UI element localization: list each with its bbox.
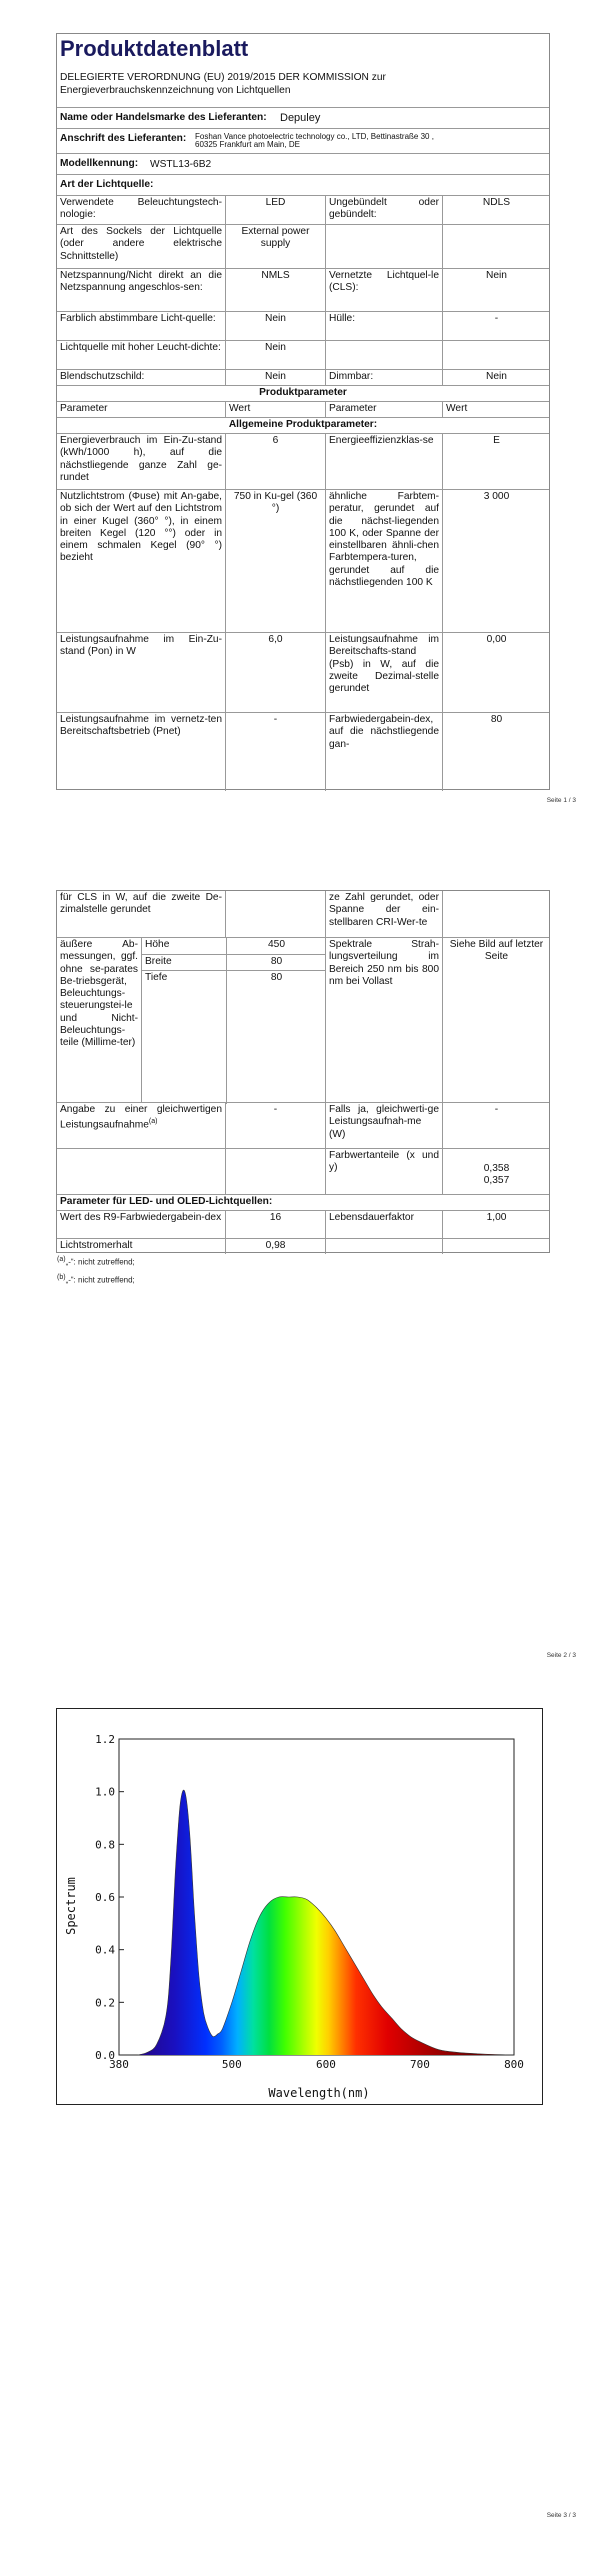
light-type-label-1: Lichtquelle mit hoher Leucht-dichte: (60, 342, 221, 353)
empty-cell (225, 1149, 325, 1194)
supplier-address-label: Anschrift des Lieferanten: (60, 133, 187, 144)
light-type-value-2: NDLS (442, 196, 550, 224)
general-param-label-1: Nutzlichtstrom (Φuse) mit An-gabe, ob sich der Wert auf den Lichtstrom in einer Kugel (360° °), in einem breiten Kegel (120 °°) oder in einem schmalen Kegel (90° °) bezieht (60, 491, 222, 564)
supplier-name-label: Name oder Handelsmarke des Lieferanten: (60, 112, 267, 123)
product-params-header: Produktparameter (259, 387, 347, 398)
light-type-header: Art der Lichtquelle: (60, 179, 154, 190)
dimensions-row (57, 937, 549, 1102)
led-param-label-1: Wert des R9-Farbwiedergabein-dex (60, 1212, 222, 1223)
col-header-value: Wert (225, 402, 325, 417)
light-type-value-1: External power supply (225, 225, 325, 268)
general-param-label-2: ähnliche Farbtem-peratur, gerundet auf die nächst-liegenden 100 K, oder Spanne der einstellbaren ähnli-chen Farbtempera-turen, gerundet auf die nächstliegenden 100 K (325, 490, 442, 632)
y-axis-label: Spectrum (64, 1877, 78, 1935)
general-param-value-1: 6 (225, 434, 325, 489)
light-type-label-2: Vernetzte Lichtquel-le (CLS): (325, 269, 442, 311)
light-type-label-1: Verwendete Beleuchtungstech-nologie: (60, 197, 222, 221)
general-param-value-1: 6,0 (225, 633, 325, 712)
supplier-address-line-1: Foshan Vance photoelectric technology co., LTD, Bettinastraße 30 , (195, 132, 434, 141)
general-param-value-2: E (442, 434, 550, 489)
empty-cell (57, 1149, 225, 1194)
col-header-parameter: Parameter (325, 402, 442, 417)
led-param-value-1: 0,98 (225, 1239, 325, 1254)
footnote-b (57, 1274, 135, 1285)
light-type-label-1: Farblich abstimmbare Licht-quelle: (60, 313, 216, 324)
dimension-name: Breite (145, 956, 172, 967)
x-tick-label: 700 (410, 2058, 430, 2071)
led-param-value-2 (442, 1239, 550, 1254)
led-param-label-1: Lichtstromerhalt (60, 1240, 133, 1251)
y-tick-label: 0.0 (95, 2049, 115, 2062)
spectrum-chart (57, 1709, 542, 2104)
general-param-label-2: Farbwiedergabein-dex, auf die nächstliegende gan- (325, 713, 442, 791)
led-param-row (57, 1238, 549, 1254)
y-tick-label: 1.2 (95, 1733, 115, 1746)
equivalent-power-value-2: - (442, 1103, 550, 1148)
dimension-depth-row (142, 970, 326, 1104)
general-param-value-1: 750 in Ku-gel (360 °) (225, 490, 325, 632)
y-tick-label: 0.4 (95, 1943, 115, 1957)
page-number: Seite 3 / 3 (546, 2512, 576, 2519)
page-number: Seite 1 / 3 (546, 797, 576, 804)
general-param-value-1: - (225, 713, 325, 791)
x-axis-label: Wavelength(nm) (268, 2086, 370, 2100)
general-param-value-2: 3 000 (442, 490, 550, 632)
light-type-value-1: Nein (225, 341, 325, 369)
dimensions-subtable (141, 938, 326, 1102)
light-type-value-1: Nein (225, 312, 325, 340)
led-param-label-2: Lebensdauerfaktor (325, 1211, 442, 1238)
dimension-value: 450 (226, 938, 326, 954)
general-param-label-1: Leistungsaufnahme im vernetz-ten Bereitschaftsbetrieb (Pnet) (60, 714, 222, 738)
footnote-text: „-“: nicht zutreffend; (65, 1257, 135, 1267)
product-sheet-table-continued (56, 890, 550, 1253)
document-title: Produktdatenblatt (60, 36, 249, 61)
supplier-name-value: Depuley (280, 112, 321, 124)
footnote-mark: (a) (148, 1118, 158, 1126)
equivalent-power-label: Angabe zu einer gleichwertigen Leistungsaufnahme (60, 1104, 222, 1131)
page-number: Seite 2 / 3 (546, 1652, 576, 1659)
dimension-value: 80 (226, 955, 326, 971)
spectrum-chart-frame (56, 1708, 543, 2105)
continued-label-1: für CLS in W, auf die zweite De-zimalstelle gerundet (60, 892, 222, 916)
chromaticity-x: 0,358 (483, 1163, 510, 1174)
dimension-name: Tiefe (145, 972, 168, 983)
footnote-mark: (b) (57, 1274, 66, 1281)
equivalent-power-value: - (225, 1103, 325, 1148)
dimension-value: 80 (226, 971, 326, 1104)
light-type-value-1: LED (225, 196, 325, 224)
general-param-value-2: 0,00 (442, 633, 550, 712)
led-param-row (57, 1210, 549, 1238)
light-type-value-2: Nein (442, 370, 550, 385)
general-param-label-2: Energieeffizienzklas-se (325, 434, 442, 489)
light-type-value-1: Nein (225, 370, 325, 385)
light-type-label-2: Ungebündelt oder gebündelt: (325, 196, 442, 224)
chromaticity-row (57, 1148, 549, 1194)
col-header-parameter: Parameter (60, 403, 108, 414)
y-tick-label: 1.0 (95, 1785, 115, 1799)
spectral-distribution-value: Siehe Bild auf letzter Seite (442, 938, 550, 1102)
equivalent-power-label-2: Falls ja, gleichwerti-ge Leistungsaufnah-me (W) (325, 1103, 442, 1148)
col-header-value: Wert (442, 402, 550, 417)
light-type-value-2: - (442, 312, 550, 340)
footnote-text: „-“: nicht zutreffend; (65, 1275, 135, 1285)
chromaticity-values (442, 1149, 550, 1194)
dimension-width-row (142, 954, 326, 971)
empty-cell (442, 891, 550, 937)
dimension-height-row (142, 938, 326, 954)
y-tick-label: 0.2 (95, 1996, 115, 2010)
footnote-mark: (a) (57, 1256, 66, 1263)
chromaticity-label: Farbwertanteile (x und y) (325, 1149, 442, 1194)
general-param-label-1: Energieverbrauch im Ein-Zu-stand (kWh/1000 h), auf die nächstliegende ganze Zahl ge-rundet (60, 435, 222, 483)
general-param-value-2: 80 (442, 713, 550, 791)
spectral-distribution-label: Spektrale Strah-lungsverteilung im Bereich 250 nm bis 800 nm bei Vollast (325, 938, 442, 1102)
model-label: Modellkennung: (60, 158, 139, 169)
led-params-header: Parameter für LED- und OLED-Lichtquellen: (60, 1196, 273, 1207)
footnote-a (57, 1256, 135, 1267)
light-type-label-1: Art des Sockels der Lichtquelle (oder andere elektrische Schnittstelle) (60, 226, 222, 262)
supplier-address-line-2: 60325 Frankfurt am Main, DE (195, 140, 300, 149)
empty-cell (225, 891, 325, 937)
x-tick-label: 380 (109, 2058, 129, 2071)
light-type-label-2: Hülle: (325, 312, 442, 340)
continued-row (57, 891, 549, 937)
dimension-name: Höhe (145, 939, 170, 950)
regulation-line-2: Energieverbrauchskennzeichnung von Lichtquellen (60, 85, 291, 96)
general-param-label-1: Leistungsaufnahme im Ein-Zu-stand (Pon) in W (60, 634, 222, 658)
light-type-value-2: Nein (442, 269, 550, 311)
led-param-value-1: 16 (225, 1211, 325, 1238)
model-value: WSTL13-6B2 (150, 159, 212, 170)
light-type-value-1: NMLS (225, 269, 325, 311)
light-type-label-1: Netzspannung/Nicht direkt an die Netzspannung angeschlos-sen: (60, 270, 222, 294)
x-tick-label: 600 (315, 2058, 336, 2071)
led-header-row (57, 1194, 549, 1210)
equivalent-power-row (57, 1102, 549, 1148)
continued-label-2: ze Zahl gerundet, oder Spanne der ein-stellbaren CRI-Wer-te (325, 891, 442, 937)
x-tick-label: 500 (221, 2058, 242, 2071)
light-type-label-2: Dimmbar: (325, 370, 442, 385)
dimensions-label: äußere Ab-messungen, ggf. ohne se-parates Be-triebsgerät, Beleuchtungs-steuerungstei-le und Nicht-Beleuchtungs-teile (Millime-ter) (60, 939, 138, 1049)
chromaticity-y: 0,357 (483, 1175, 510, 1187)
x-tick-label: 800 (504, 2058, 524, 2071)
y-tick-label: 0.8 (95, 1838, 115, 1852)
general-params-header: Allgemeine Produktparameter: (228, 419, 378, 430)
general-param-label-2: Leistungsaufnahme im Bereitschafts-stand (Psb) in W, auf die zweite Dezimal-stelle gerundet (325, 633, 442, 712)
regulation-line-1: DELEGIERTE VERORDNUNG (EU) 2019/2015 DER KOMMISSION zur (60, 72, 386, 83)
led-param-value-2: 1,00 (442, 1211, 550, 1238)
spectrum-area (138, 1790, 514, 2055)
equivalent-power-cell (57, 1103, 225, 1148)
led-param-label-2 (325, 1239, 442, 1254)
light-type-label-1: Blendschutzschild: (60, 371, 145, 382)
y-tick-label: 0.6 (95, 1891, 115, 1904)
